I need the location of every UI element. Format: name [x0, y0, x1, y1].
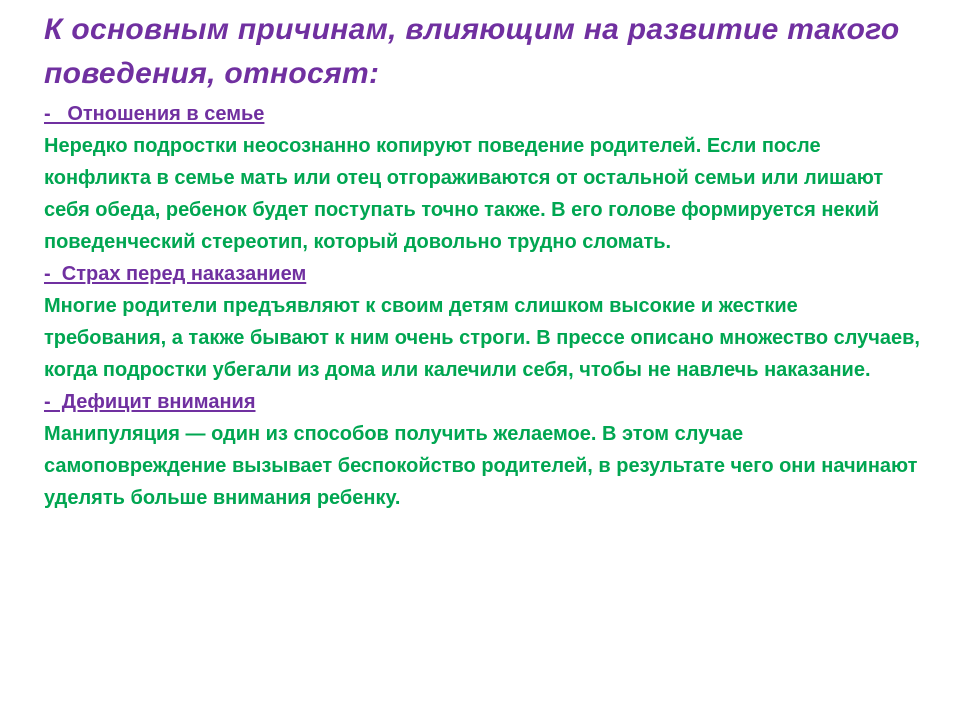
section-body: Многие родители предъявляют к своим детям слишком высокие и жесткие требования, а также бывают к ним очень строги. В прессе описано множество случаев, когда подростки убегали из дома или калечили себя, чтобы не навлечь наказание. [44, 295, 920, 381]
section-body: Манипуляция — один из способов получить желаемое. В этом случае самоповреждение вызывает беспокойство родителей, в результате чего они начинают уделять больше внимания ребенку. [44, 423, 918, 509]
section-attention-deficit [44, 386, 920, 514]
section-family-relations [44, 98, 920, 258]
section-heading: - Дефицит внимания [44, 391, 256, 413]
section-body: Нередко подростки неосознанно копируют поведение родителей. Если после конфликта в семье мать или отец отгораживаются от остальной семьи или лишают себя обеда, ребенок будет поступать точно также. В его голове формируется некий поведенческий стереотип, который довольно трудно сломать. [44, 135, 884, 253]
slide-title: К основным причинам, влияющим на развитие такого поведения, относят: [44, 13, 900, 90]
section-heading: - Отношения в семье [44, 103, 265, 125]
section-heading: - Страх перед наказанием [44, 263, 307, 285]
section-fear-of-punishment [44, 258, 920, 386]
